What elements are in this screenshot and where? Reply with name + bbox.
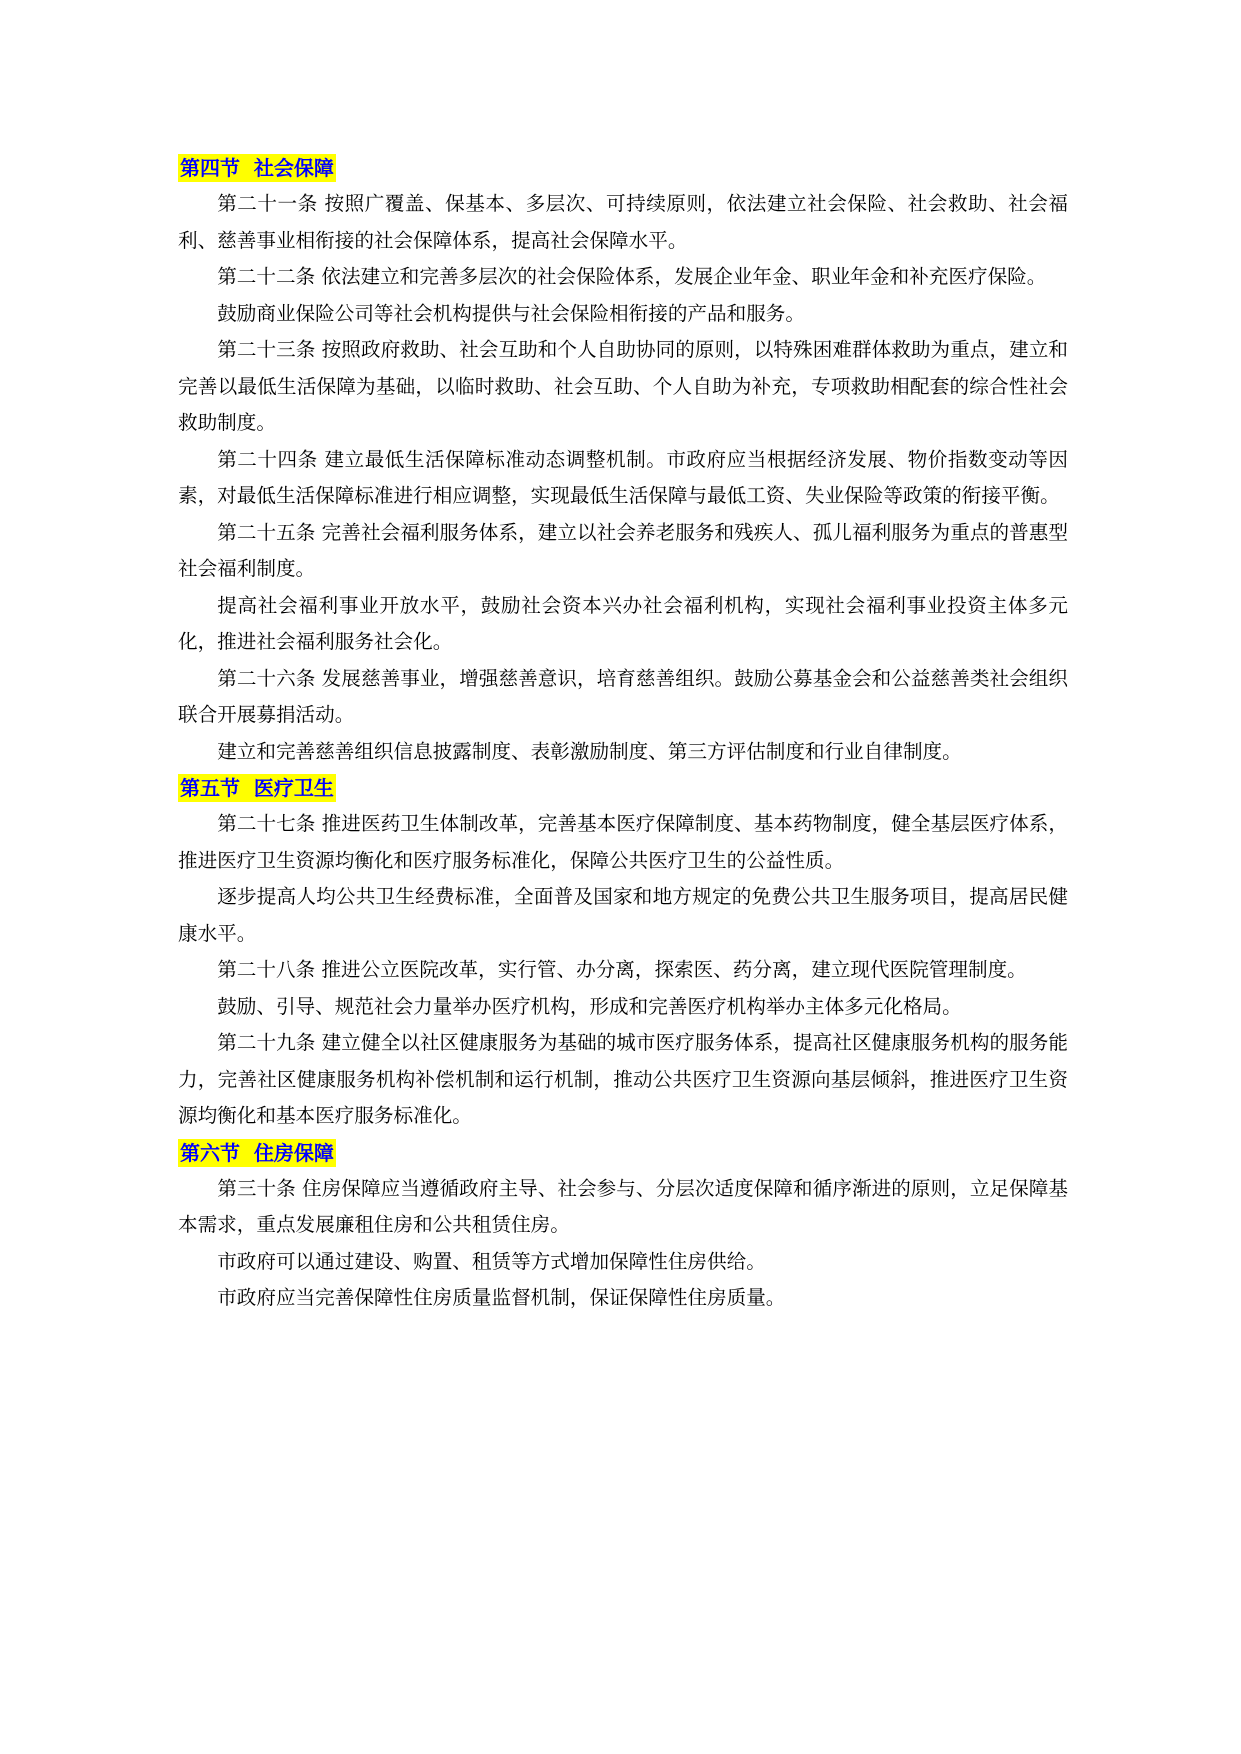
section-heading: 第五节 医疗卫生 [180, 776, 334, 800]
article-paragraph: 第二十七条 推进医药卫生体制改革，完善基本医疗保障制度、基本药物制度，健全基层医疗体系，推进医疗卫生资源均衡化和医疗服务标准化，保障公共医疗卫生的公益性质。 [178, 812, 1068, 872]
document-body [178, 150, 1068, 1317]
article-paragraph: 第二十四条 建立最低生活保障标准动态调整机制。市政府应当根据经济发展、物价指数变动等因素，对最低生活保障标准进行相应调整，实现最低生活保障与最低工资、失业保险等政策的衔接平衡。 [178, 447, 1068, 507]
article-paragraph: 第二十一条 按照广覆盖、保基本、多层次、可持续原则，依法建立社会保险、社会救助、社会福利、慈善事业相衔接的社会保障体系，提高社会保障水平。 [178, 192, 1068, 252]
section-social-security [178, 150, 1068, 770]
article-paragraph: 第二十六条 发展慈善事业，增强慈善意识，培育慈善组织。鼓励公募基金会和公益慈善类社会组织联合开展募捐活动。 [178, 666, 1068, 726]
section-medical-health [178, 770, 1068, 1135]
article-paragraph: 第二十九条 建立健全以社区健康服务为基础的城市医疗服务体系，提高社区健康服务机构的服务能力，完善社区健康服务机构补偿机制和运行机制，推动公共医疗卫生资源向基层倾斜，推进医疗卫生资源均衡化和基本医疗服务标准化。 [178, 1031, 1068, 1127]
article-paragraph: 第二十三条 按照政府救助、社会互助和个人自助协同的原则，以特殊困难群体救助为重点，建立和完善以最低生活保障为基础，以临时救助、社会互助、个人自助为补充，专项救助相配套的综合性社会救助制度。 [178, 338, 1068, 434]
section-heading: 第六节 住房保障 [180, 1140, 334, 1165]
section-heading-wrap [178, 770, 1068, 806]
article-paragraph: 提高社会福利事业开放水平，鼓励社会资本兴办社会福利机构，实现社会福利事业投资主体多元化，推进社会福利服务社会化。 [178, 593, 1068, 653]
section-heading-wrap [178, 1135, 1068, 1171]
article-paragraph: 第二十八条 推进公立医院改革，实行管、办分离，探索医、药分离，建立现代医院管理制度。 [217, 958, 1027, 981]
article-paragraph: 第二十五条 完善社会福利服务体系，建立以社会养老服务和残疾人、孤儿福利服务为重点的普惠型社会福利制度。 [178, 520, 1068, 580]
section-housing-security [178, 1135, 1068, 1317]
article-paragraph: 鼓励、引导、规范社会力量举办医疗机构，形成和完善医疗机构举办主体多元化格局。 [217, 994, 962, 1018]
article-paragraph: 市政府应当完善保障性住房质量监督机制，保证保障性住房质量。 [217, 1286, 786, 1309]
article-paragraph: 第二十二条 依法建立和完善多层次的社会保险体系，发展企业年金、职业年金和补充医疗保险。 [217, 265, 1047, 288]
article-paragraph: 市政府可以通过建设、购置、租赁等方式增加保障性住房供给。 [217, 1249, 766, 1273]
article-paragraph: 鼓励商业保险公司等社会机构提供与社会保险相衔接的产品和服务。 [217, 301, 805, 325]
section-heading: 第四节 社会保障 [180, 156, 334, 180]
article-paragraph: 第三十条 住房保障应当遵循政府主导、社会参与、分层次适度保障和循序渐进的原则，立足保障基本需求，重点发展廉租住房和公共租赁住房。 [178, 1176, 1068, 1236]
section-heading-wrap [178, 150, 1068, 186]
article-paragraph: 逐步提高人均公共卫生经费标准，全面普及国家和地方规定的免费公共卫生服务项目，提高居民健康水平。 [178, 885, 1068, 945]
article-paragraph: 建立和完善慈善组织信息披露制度、表彰激励制度、第三方评估制度和行业自律制度。 [217, 739, 962, 763]
